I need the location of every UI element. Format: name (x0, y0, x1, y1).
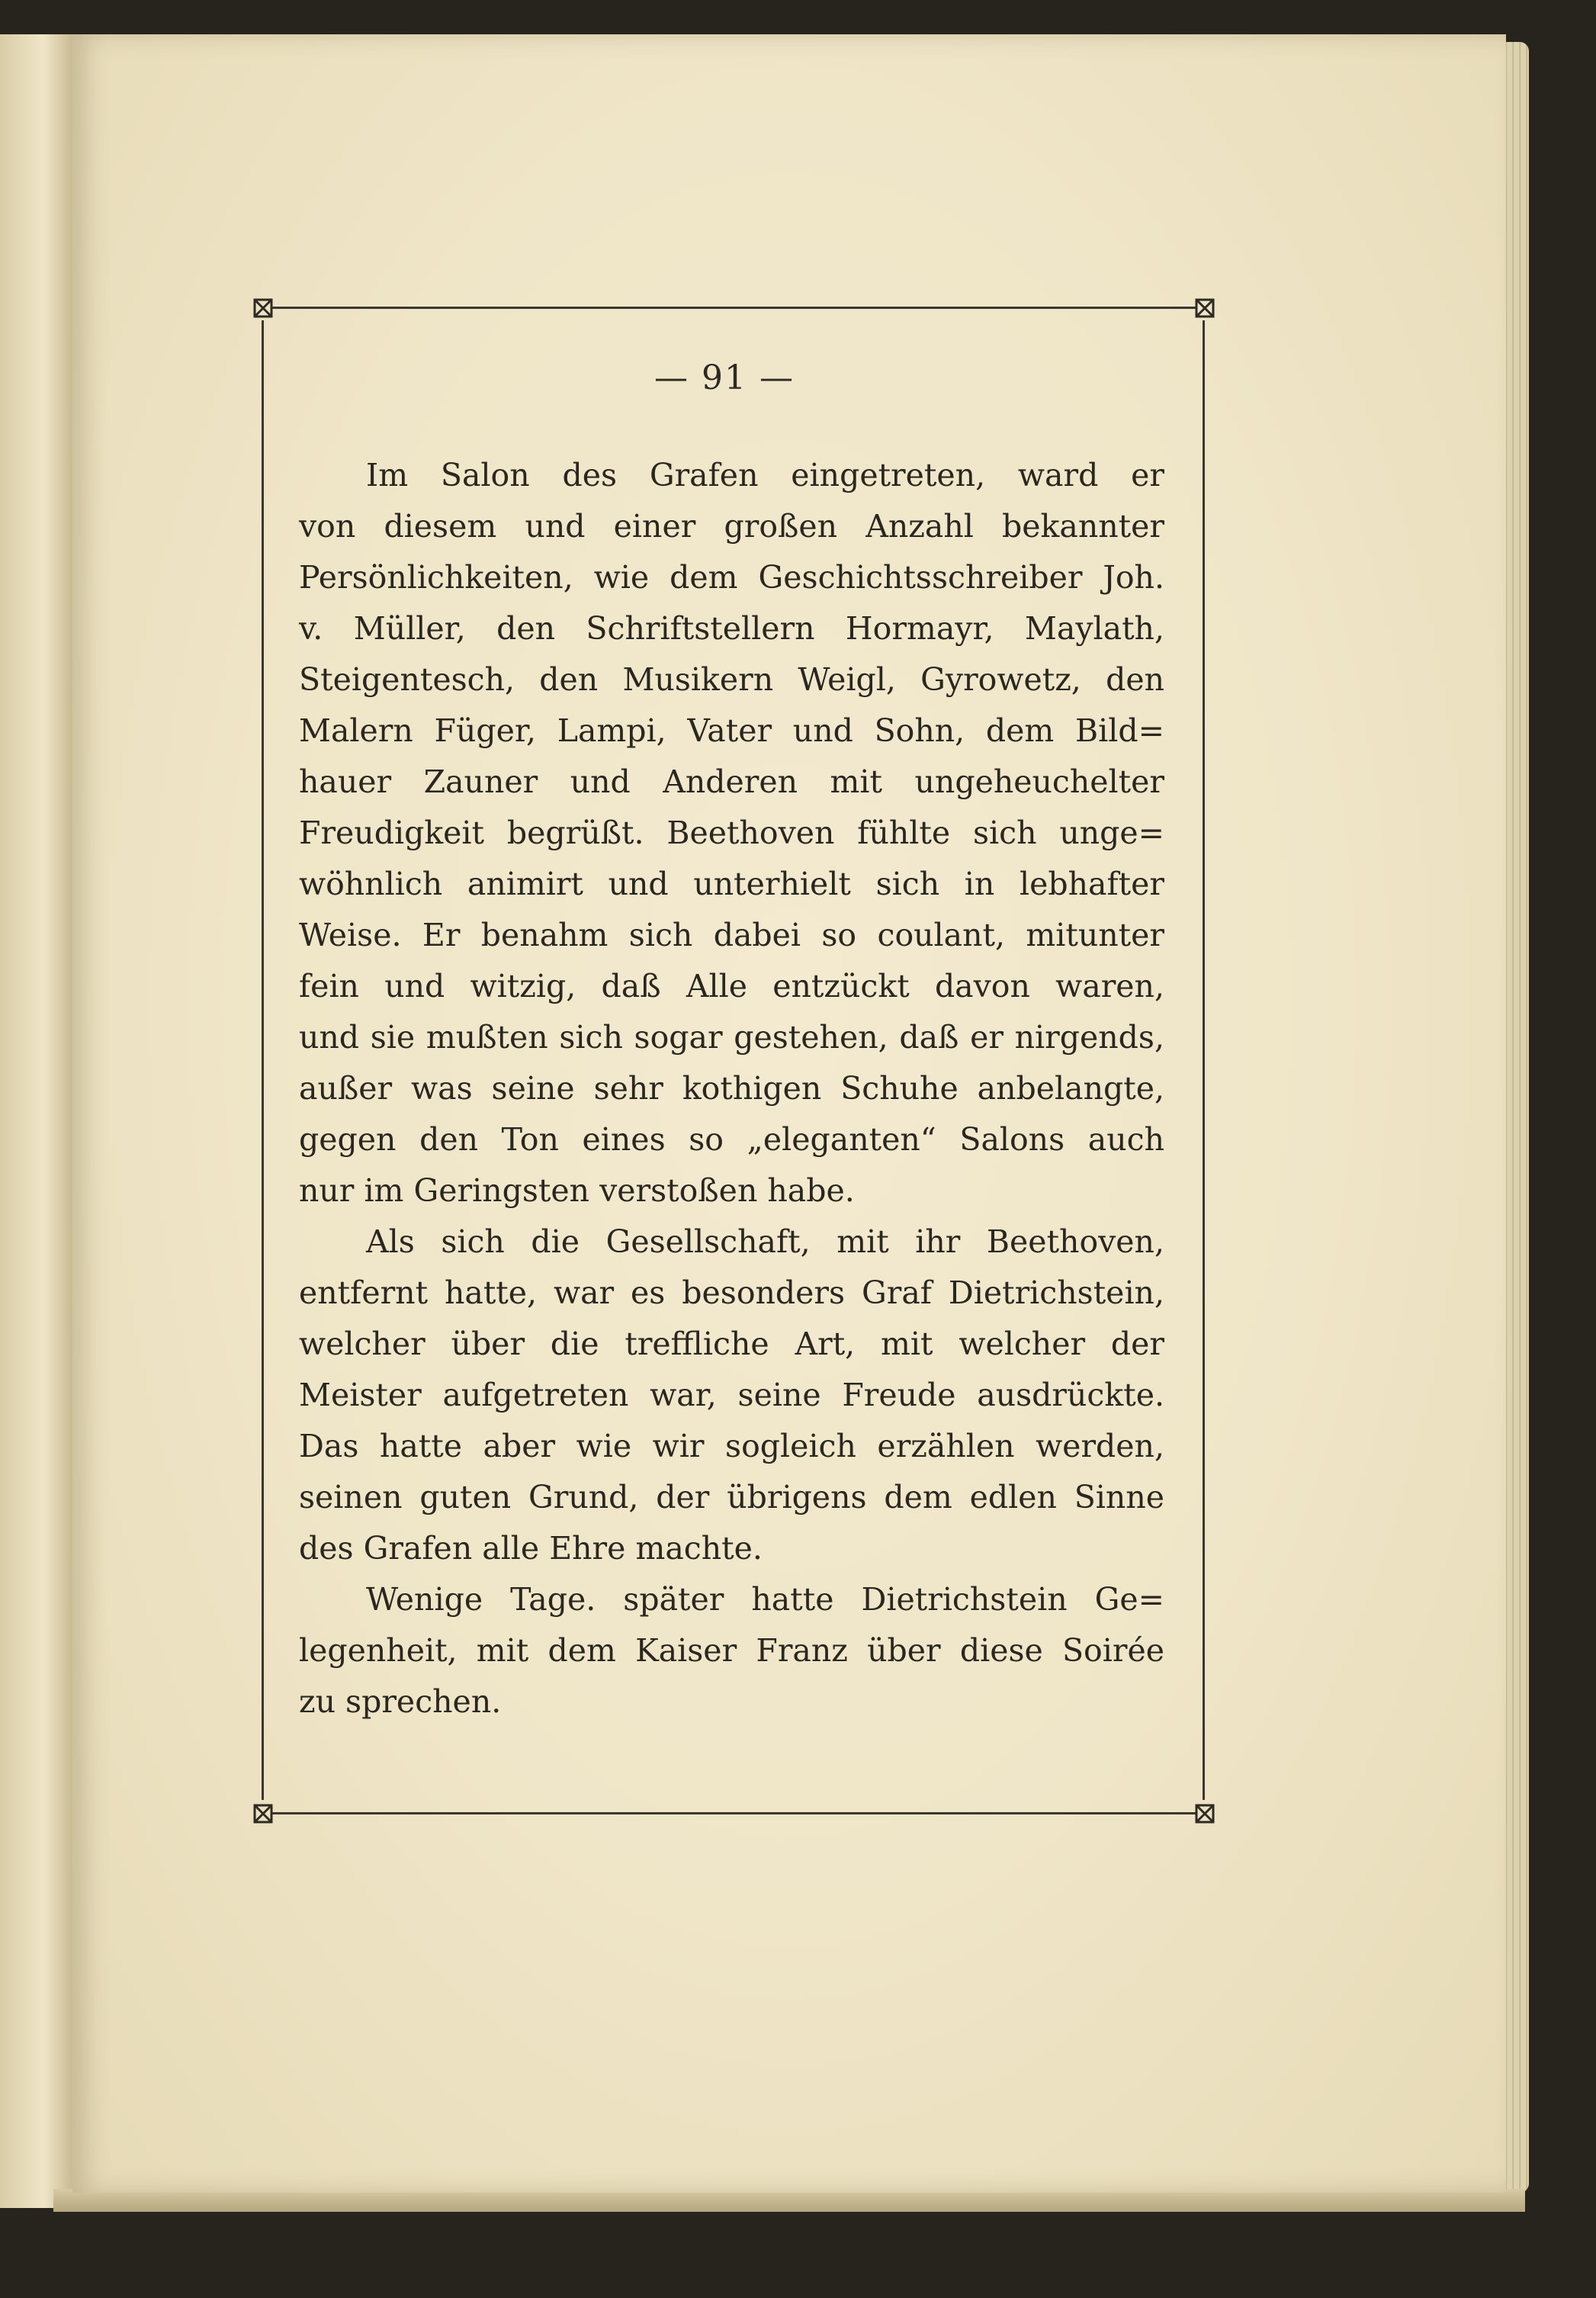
corner-ornament-icon (252, 1802, 275, 1825)
text-line: nur im Geringsten verstoßen habe. (299, 1172, 855, 1209)
frame-left-rule (262, 320, 264, 1800)
text-line: fein und witzig, daß Alle entzückt davon waren, (299, 968, 1164, 1004)
paragraph (299, 450, 1164, 1216)
text-line: Meister aufgetreten war, seine Freude ausdrückte. (299, 1377, 1164, 1413)
text-line: Persönlichkeiten, wie dem Geschichtsschreiber Joh. (299, 559, 1164, 596)
text-line: Malern Füger, Lampi, Vater und Sohn, dem Bild= (299, 712, 1164, 749)
text-line: Wenige Tage. später hatte Dietrichstein Ge= (366, 1581, 1164, 1618)
text-line: Im Salon des Grafen eingetreten, ward er (366, 457, 1164, 493)
frame-top-rule (271, 307, 1197, 309)
corner-ornament-icon (1193, 1802, 1216, 1825)
text-line: entfernt hatte, war es besonders Graf Dietrichstein, (299, 1274, 1164, 1311)
text-line: gegen den Ton eines so „eleganten“ Salons auch (299, 1121, 1164, 1158)
text-line: zu sprechen. (299, 1683, 502, 1720)
text-line: wöhnlich animirt und unterhielt sich in lebhafter (299, 866, 1164, 902)
corner-ornament-icon (1193, 297, 1216, 320)
text-line: und sie mußten sich sogar gestehen, daß er nirgends, (299, 1019, 1164, 1056)
text-line: außer was seine sehr kothigen Schuhe anbelangte, (299, 1070, 1164, 1107)
text-line: legenheit, mit dem Kaiser Franz über diese Soirée (299, 1632, 1164, 1669)
text-line: Steigentesch, den Musikern Weigl, Gyrowetz, den (299, 661, 1164, 698)
body-text (299, 450, 1164, 1728)
text-line: Weise. Er benahm sich dabei so coulant, mitunter (299, 917, 1164, 953)
text-line: Freudigkeit begrüßt. Beethoven fühlte sich unge= (299, 815, 1164, 851)
frame-right-rule (1203, 320, 1205, 1800)
page-number: — 91 — (654, 358, 795, 397)
text-line: welcher über die treffliche Art, mit welcher der (299, 1326, 1164, 1362)
text-line: von diesem und einer großen Anzahl bekannter (299, 508, 1164, 545)
previous-page-edge (0, 34, 72, 2208)
text-line: hauer Zauner und Anderen mit ungeheuchelter (299, 763, 1164, 800)
paragraph (299, 1574, 1164, 1728)
text-line: seinen guten Grund, der übrigens dem edlen Sinne (299, 1479, 1164, 1515)
text-line: Als sich die Gesellschaft, mit ihr Beethoven, (366, 1223, 1164, 1260)
paragraph (299, 1216, 1164, 1574)
text-line: v. Müller, den Schriftstellern Hormayr, Maylath, (299, 610, 1164, 647)
frame-bottom-rule (271, 1812, 1197, 1814)
corner-ornament-icon (252, 297, 275, 320)
text-line: des Grafen alle Ehre machte. (299, 1530, 763, 1567)
text-line: Das hatte aber wie wir sogleich erzählen werden, (299, 1428, 1164, 1464)
